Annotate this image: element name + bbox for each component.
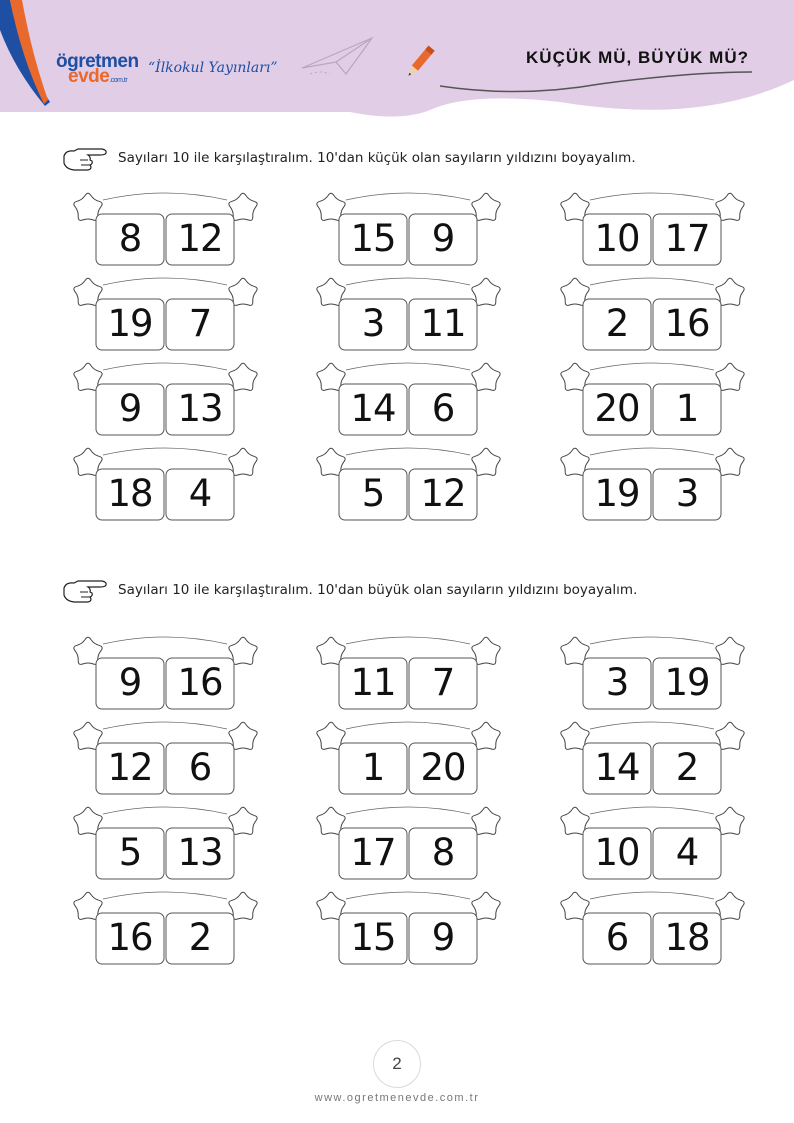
- section2-pair-card: [308, 887, 508, 977]
- card-frame: [65, 273, 265, 363]
- section2-pair-card: [308, 717, 508, 807]
- card-frame: [65, 802, 265, 892]
- card-frame: [308, 802, 508, 892]
- card-arch: [346, 637, 470, 644]
- right-number: 7: [431, 661, 455, 704]
- right-number: 11: [420, 302, 466, 345]
- card-frame: [552, 443, 752, 533]
- section2-pair-card: [65, 887, 265, 977]
- section2-pair-card: [65, 717, 265, 807]
- card-arch: [590, 278, 714, 285]
- left-number: 20: [594, 387, 640, 430]
- left-number: 18: [107, 472, 153, 515]
- right-number: 4: [188, 472, 212, 515]
- card-frame: [308, 443, 508, 533]
- left-number: 2: [605, 302, 629, 345]
- card-arch: [103, 722, 227, 729]
- card-arch: [590, 722, 714, 729]
- left-number: 17: [350, 831, 396, 874]
- card-frame: [552, 632, 752, 722]
- right-number: 16: [177, 661, 223, 704]
- card-frame: [308, 188, 508, 278]
- card-arch: [346, 193, 470, 200]
- left-number: 6: [605, 916, 629, 959]
- card-arch: [103, 363, 227, 370]
- page-title: KÜÇÜK MÜ, BÜYÜK MÜ?: [526, 48, 749, 67]
- left-number: 5: [361, 472, 385, 515]
- card-arch: [103, 892, 227, 899]
- right-number: 12: [420, 472, 466, 515]
- section2-pair-card: [65, 802, 265, 892]
- card-frame: [552, 887, 752, 977]
- card-frame: [308, 887, 508, 977]
- section1-pair-card: [65, 188, 265, 278]
- right-number: 9: [431, 916, 455, 959]
- left-number: 19: [594, 472, 640, 515]
- card-frame: [65, 358, 265, 448]
- card-frame: [552, 358, 752, 448]
- right-number: 13: [177, 831, 223, 874]
- card-arch: [346, 278, 470, 285]
- page-number: 2: [373, 1040, 421, 1088]
- left-number: 1: [361, 746, 385, 789]
- instruction-section1: [62, 144, 636, 172]
- instruction-section2: [62, 576, 637, 604]
- right-number: 17: [664, 217, 710, 260]
- section2-pair-card: [552, 717, 752, 807]
- card-frame: [552, 802, 752, 892]
- right-number: 16: [664, 302, 710, 345]
- instruction-text: Sayıları 10 ile karşılaştıralım. 10'dan küçük olan sayıların yıldızını boyayalım.: [118, 150, 636, 166]
- footer-url: www.ogretmenevde.com.tr: [314, 1092, 480, 1104]
- section1-pair-card: [552, 443, 752, 533]
- left-number: 9: [118, 387, 142, 430]
- paper-plane-icon: [300, 30, 380, 80]
- pointing-hand-icon: [62, 576, 112, 604]
- card-frame: [308, 273, 508, 363]
- card-frame: [65, 717, 265, 807]
- card-frame: [552, 717, 752, 807]
- card-frame: [552, 273, 752, 363]
- right-number: 13: [177, 387, 223, 430]
- card-arch: [590, 193, 714, 200]
- section2-pair-card: [552, 632, 752, 722]
- right-number: 6: [188, 746, 212, 789]
- section2-pair-card: [552, 887, 752, 977]
- right-number: 8: [431, 831, 455, 874]
- card-frame: [308, 358, 508, 448]
- section1-pair-card: [65, 443, 265, 533]
- left-number: 15: [350, 217, 396, 260]
- card-frame: [65, 443, 265, 533]
- pencil-icon: [400, 42, 440, 82]
- right-number: 12: [177, 217, 223, 260]
- right-number: 19: [664, 661, 710, 704]
- section1-pair-card: [308, 358, 508, 448]
- card-frame: [308, 632, 508, 722]
- section1-pair-card: [552, 188, 752, 278]
- card-arch: [346, 363, 470, 370]
- right-number: 9: [431, 217, 455, 260]
- left-number: 14: [350, 387, 396, 430]
- left-number: 12: [107, 746, 153, 789]
- card-arch: [590, 637, 714, 644]
- section1-pair-card: [552, 358, 752, 448]
- left-number: 19: [107, 302, 153, 345]
- section1-pair-card: [552, 273, 752, 363]
- section2-pair-card: [552, 802, 752, 892]
- left-number: 3: [361, 302, 385, 345]
- section1-pair-card: [308, 443, 508, 533]
- right-number: 7: [188, 302, 212, 345]
- left-number: 9: [118, 661, 142, 704]
- left-number: 3: [605, 661, 629, 704]
- section2-pair-card: [308, 802, 508, 892]
- logo-domain: .com.tr: [109, 77, 128, 84]
- card-arch: [590, 892, 714, 899]
- card-arch: [103, 278, 227, 285]
- card-arch: [590, 363, 714, 370]
- left-number: 10: [594, 217, 640, 260]
- card-arch: [103, 637, 227, 644]
- section1-pair-card: [308, 273, 508, 363]
- left-number: 8: [118, 217, 142, 260]
- publisher-name: “İlkokul Yayınları”: [148, 60, 278, 76]
- section1-pair-card: [65, 273, 265, 363]
- card-arch: [103, 448, 227, 455]
- card-arch: [590, 448, 714, 455]
- left-number: 10: [594, 831, 640, 874]
- left-number: 14: [594, 746, 640, 789]
- logo-line1: ögretmen: [56, 51, 139, 72]
- card-frame: [552, 188, 752, 278]
- logo: [56, 52, 139, 86]
- instruction-text: Sayıları 10 ile karşılaştıralım. 10'dan büyük olan sayıların yıldızını boyayalım.: [118, 582, 638, 598]
- pointing-hand-icon: [62, 144, 112, 172]
- right-number: 3: [675, 472, 699, 515]
- card-frame: [65, 632, 265, 722]
- section2-pair-card: [308, 632, 508, 722]
- right-number: 20: [420, 746, 466, 789]
- right-number: 2: [675, 746, 699, 789]
- right-number: 18: [664, 916, 710, 959]
- card-frame: [65, 887, 265, 977]
- card-arch: [103, 807, 227, 814]
- right-number: 4: [675, 831, 699, 874]
- right-number: 2: [188, 916, 212, 959]
- right-number: 1: [675, 387, 699, 430]
- card-arch: [590, 807, 714, 814]
- section1-pair-card: [65, 358, 265, 448]
- card-arch: [346, 722, 470, 729]
- card-arch: [346, 807, 470, 814]
- card-arch: [103, 193, 227, 200]
- right-number: 6: [431, 387, 455, 430]
- card-arch: [346, 892, 470, 899]
- left-number: 16: [107, 916, 153, 959]
- card-frame: [65, 188, 265, 278]
- left-number: 15: [350, 916, 396, 959]
- section2-pair-card: [65, 632, 265, 722]
- left-number: 11: [350, 661, 396, 704]
- card-arch: [346, 448, 470, 455]
- logo-line2: evde.com.tr: [68, 66, 128, 87]
- section1-pair-card: [308, 188, 508, 278]
- left-number: 5: [118, 831, 142, 874]
- card-frame: [308, 717, 508, 807]
